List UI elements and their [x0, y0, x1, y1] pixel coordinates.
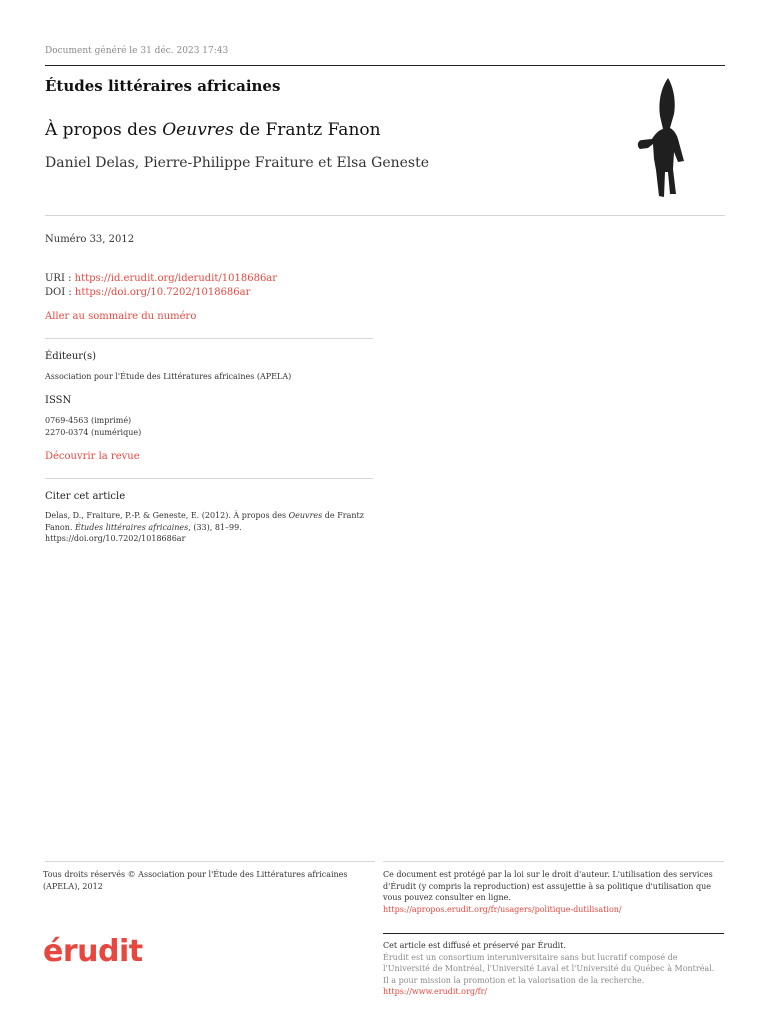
distribution-notice: [383, 940, 718, 998]
uri-label: URI :: [45, 273, 75, 284]
citation-part: de Frantz Fanon.: [45, 511, 364, 532]
section-divider: [45, 338, 373, 339]
identifiers: [45, 272, 277, 300]
title-part: de Frantz Fanon: [233, 120, 381, 140]
distribution-text: Érudit est un consortium interuniversitaire sans but lucratif composé de l'Université de Montréal, l'Université Laval et l'Université du Québec à Montréal. Il a pour mission la promotion et la valorisation de la recherche.: [383, 952, 715, 985]
doi-line: [45, 286, 277, 300]
issue-number: Numéro 33, 2012: [45, 234, 135, 245]
article-authors: Daniel Delas, Pierre-Philippe Fraiture et Elsa Geneste: [45, 155, 430, 171]
citation-italic: Oeuvres: [288, 511, 323, 520]
publisher-heading: Éditeur(s): [45, 351, 96, 362]
uri-link[interactable]: https://id.erudit.org/iderudit/1018686ar: [74, 273, 278, 284]
erudit-site-link[interactable]: https://www.erudit.org/fr/: [383, 987, 488, 996]
toc-link[interactable]: Aller au sommaire du numéro: [45, 311, 197, 322]
usage-policy-link[interactable]: https://apropos.erudit.org/fr/usagers/politique-dutilisation/: [383, 904, 622, 914]
cite-heading: Citer cet article: [45, 491, 126, 502]
header-divider: [45, 215, 725, 216]
doi-link[interactable]: https://doi.org/10.7202/1018686ar: [74, 287, 251, 298]
discover-journal-link[interactable]: Découvrir la revue: [45, 451, 140, 462]
legal-text: Ce document est protégé par la loi sur le droit d'auteur. L'utilisation des services d'Érudit (y compris la reproduction) est assujettie à sa politique d'utilisation que vous pouvez consulter en ligne.: [383, 870, 713, 902]
legal-notice: [383, 869, 718, 915]
statuette-figure-image: [630, 74, 700, 202]
title-part: À propos des: [45, 120, 163, 140]
article-title: [45, 120, 381, 140]
section-divider: [45, 478, 373, 479]
footer-divider-bottom: [383, 933, 724, 934]
footer-divider-right: [383, 861, 724, 862]
copyright-notice: Tous droits réservés © Association pour l'Étude des Littératures africaines (APELA), 2012: [43, 870, 348, 891]
issn-print: 0769-4563 (imprimé): [45, 416, 132, 425]
distribution-title: Cet article est diffusé et préservé par Érudit.: [383, 941, 566, 950]
doi-label: DOI :: [45, 287, 75, 298]
citation-part: Delas, D., Fraiture, P.-P. & Geneste, E. (2012). À propos des: [45, 511, 289, 520]
uri-line: [45, 272, 277, 286]
issn-heading: ISSN: [45, 395, 72, 406]
generated-date: Document généré le 31 déc. 2023 17:43: [45, 46, 229, 56]
publisher-name: Association pour l'Étude des Littératures africaines (APELA): [45, 372, 292, 381]
footer-divider-left: [45, 861, 375, 862]
citation-part: , (33), 81–99.: [188, 522, 242, 532]
top-divider: [45, 65, 725, 66]
citation-url: https://doi.org/10.7202/1018686ar: [45, 534, 186, 543]
citation-journal: Études littéraires africaines: [74, 522, 189, 532]
title-italic: Oeuvres: [162, 120, 234, 140]
erudit-logo: érudit: [43, 934, 143, 969]
issn-digital: 2270-0374 (numérique): [45, 428, 142, 437]
citation-text: [45, 510, 375, 545]
journal-title: Études littéraires africaines: [45, 77, 281, 95]
